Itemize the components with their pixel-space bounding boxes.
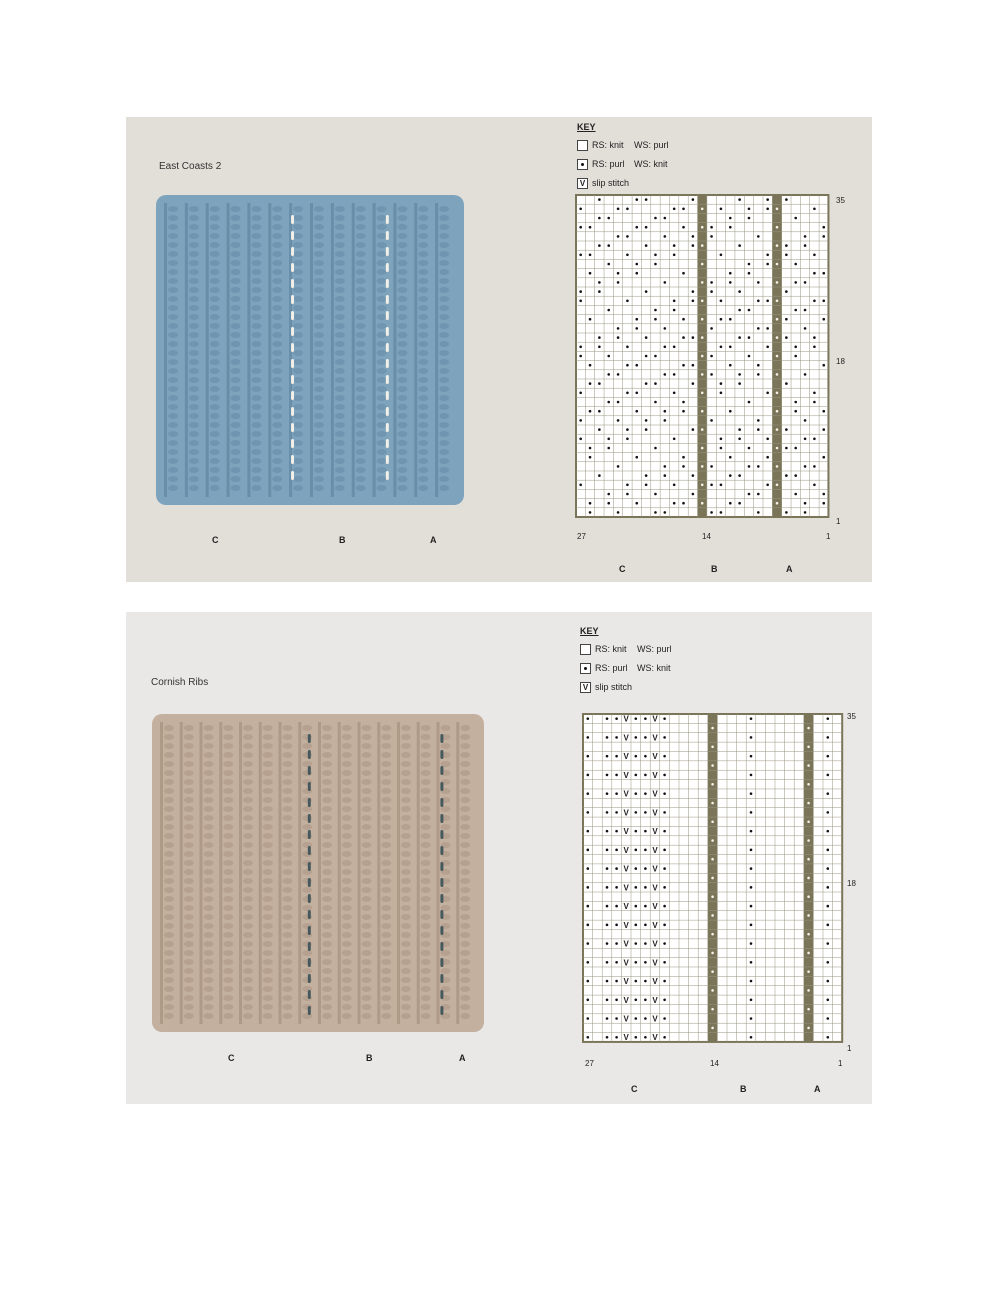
chart-section-c: C: [619, 564, 626, 574]
knit-box-icon: [580, 644, 591, 655]
knitted-swatch-illustration: [148, 710, 488, 1036]
purl-box-icon: [577, 159, 588, 170]
chart-key: [577, 122, 669, 195]
svg-text:V: V: [652, 714, 658, 724]
row-label-35: 35: [847, 712, 856, 721]
svg-text:V: V: [652, 808, 658, 818]
photo-label-b: B: [366, 1053, 373, 1063]
svg-text:V: V: [652, 939, 658, 949]
chart-section-a: A: [814, 1084, 821, 1094]
svg-text:V: V: [623, 1033, 629, 1043]
slip-stitch-icon: V: [580, 682, 591, 693]
row-label-1: 1: [836, 517, 841, 526]
svg-text:V: V: [652, 995, 658, 1005]
svg-text:V: V: [623, 789, 629, 799]
svg-text:V: V: [623, 958, 629, 968]
key-slip-label: slip stitch: [592, 178, 630, 188]
stitch-label-27: 27: [577, 532, 586, 541]
photo-label-a: A: [459, 1053, 466, 1063]
row-label-1: 1: [847, 1044, 852, 1053]
stitch-label-1: 1: [826, 532, 831, 541]
stitch-chart: [581, 712, 844, 1049]
key-row-knit: [577, 138, 669, 152]
key-row-slip: [577, 176, 669, 190]
row-label-35: 35: [836, 196, 845, 205]
swatch-panel-east-coasts: [126, 117, 872, 582]
slip-stitch-icon: V: [577, 178, 588, 189]
key-ws-label: WS: purl: [637, 644, 672, 654]
svg-text:V: V: [652, 770, 658, 780]
swatch-title: East Coasts 2: [159, 161, 222, 172]
svg-text:V: V: [652, 827, 658, 837]
key-ws-label: WS: knit: [637, 663, 671, 673]
svg-text:V: V: [623, 714, 629, 724]
svg-text:V: V: [623, 864, 629, 874]
svg-text:V: V: [652, 902, 658, 912]
svg-text:V: V: [652, 864, 658, 874]
key-ws-label: WS: purl: [634, 140, 669, 150]
stitch-label-14: 14: [702, 532, 711, 541]
photo-label-c: C: [212, 535, 219, 545]
key-rs-label: RS: knit: [595, 644, 627, 654]
swatch-title: Cornish Ribs: [151, 677, 209, 688]
key-row-purl: [577, 157, 669, 171]
chart-section-c: C: [631, 1084, 638, 1094]
svg-text:V: V: [623, 920, 629, 930]
svg-text:V: V: [623, 752, 629, 762]
svg-text:V: V: [623, 939, 629, 949]
purl-box-icon: [580, 663, 591, 674]
chart-section-b: B: [711, 564, 718, 574]
svg-text:V: V: [652, 920, 658, 930]
svg-text:V: V: [623, 977, 629, 987]
svg-text:V: V: [652, 845, 658, 855]
stitch-label-27: 27: [585, 1059, 594, 1068]
key-row-slip: [580, 680, 672, 694]
photo-label-b: B: [339, 535, 346, 545]
svg-text:V: V: [623, 845, 629, 855]
key-ws-label: WS: knit: [634, 159, 668, 169]
svg-text:V: V: [652, 883, 658, 893]
chart-section-a: A: [786, 564, 793, 574]
stitch-chart: [574, 193, 830, 524]
svg-text:V: V: [652, 1033, 658, 1043]
key-title: KEY: [577, 122, 596, 132]
svg-text:V: V: [652, 752, 658, 762]
stitch-label-14: 14: [710, 1059, 719, 1068]
key-row-knit: [580, 642, 672, 656]
knit-box-icon: [577, 140, 588, 151]
svg-text:V: V: [652, 958, 658, 968]
chart-key: [580, 626, 672, 699]
key-slip-label: slip stitch: [595, 682, 633, 692]
key-rs-label: RS: knit: [592, 140, 624, 150]
chart-section-b: B: [740, 1084, 747, 1094]
svg-text:V: V: [623, 1014, 629, 1024]
swatch-panel-cornish-ribs: [126, 612, 872, 1104]
svg-text:V: V: [623, 827, 629, 837]
knitted-swatch-illustration: [152, 191, 468, 509]
stitch-label-1: 1: [838, 1059, 843, 1068]
swatch-photo: [148, 710, 488, 1036]
photo-label-c: C: [228, 1053, 235, 1063]
svg-text:V: V: [652, 1014, 658, 1024]
svg-text:V: V: [623, 902, 629, 912]
key-rs-label: RS: purl: [595, 663, 628, 673]
row-label-18: 18: [847, 879, 856, 888]
svg-text:V: V: [623, 733, 629, 743]
key-rs-label: RS: purl: [592, 159, 625, 169]
svg-text:V: V: [623, 883, 629, 893]
row-label-18: 18: [836, 357, 845, 366]
svg-text:V: V: [652, 733, 658, 743]
svg-text:V: V: [652, 977, 658, 987]
key-row-purl: [580, 661, 672, 675]
svg-text:V: V: [623, 770, 629, 780]
svg-text:V: V: [652, 789, 658, 799]
photo-label-a: A: [430, 535, 437, 545]
svg-text:V: V: [623, 808, 629, 818]
key-title: KEY: [580, 626, 599, 636]
swatch-photo: [152, 191, 468, 509]
svg-text:V: V: [623, 995, 629, 1005]
